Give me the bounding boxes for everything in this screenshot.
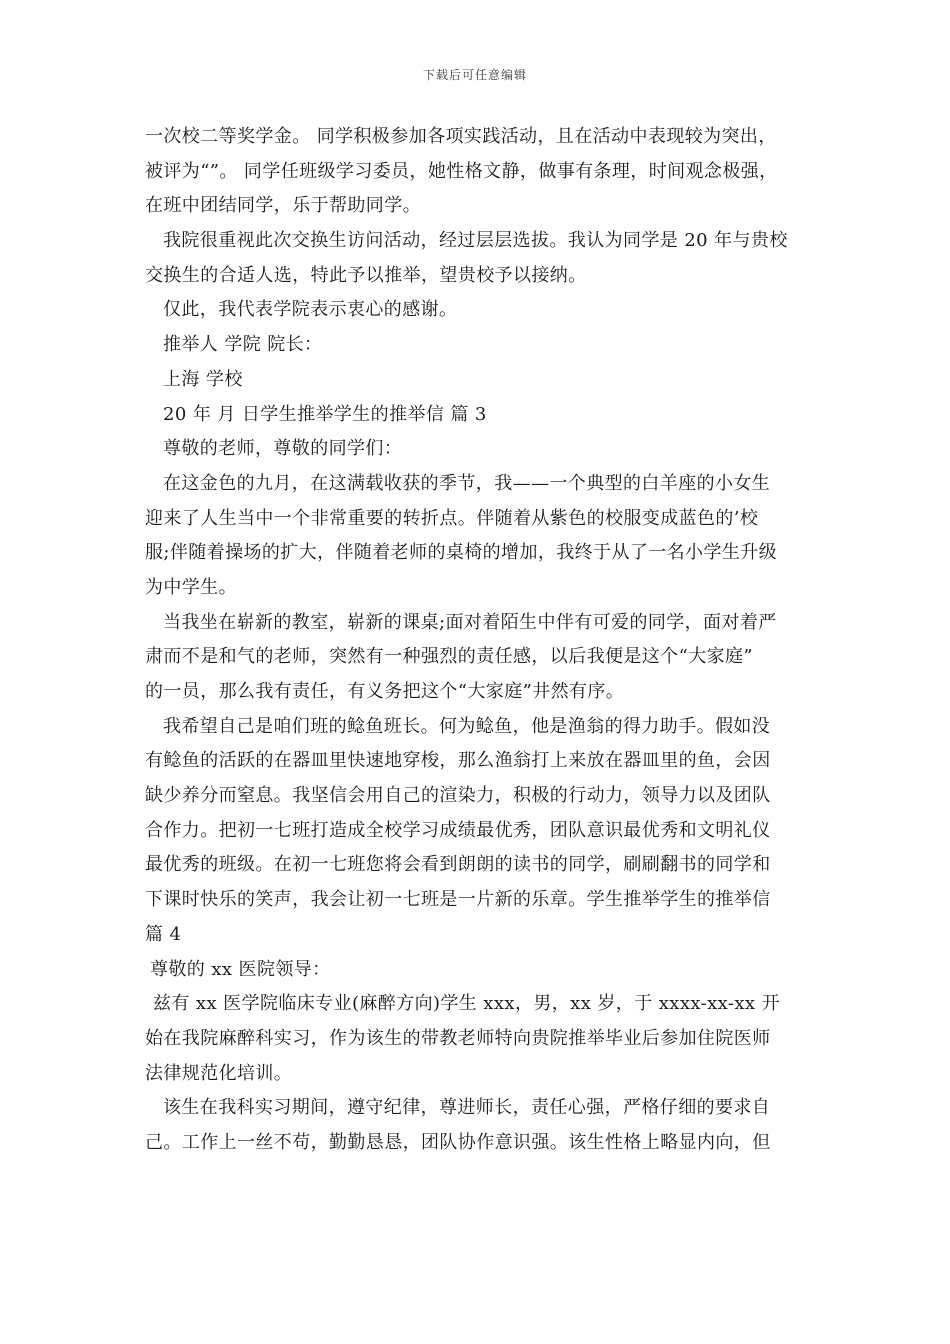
text-line: 我希望自己是咱们班的鲶鱼班长。何为鲶鱼，他是渔翁的得力助手。假如没: [163, 715, 771, 737]
text-line: 合作力。把初一七班打造成全校学习成绩最优秀，团队意识最优秀和文明礼仪: [145, 819, 771, 841]
section-heading: 篇 4: [145, 923, 182, 945]
text-line: 肃而不是和气的老师，突然有一种强烈的责任感，以后我便是这个“大家庭”: [145, 646, 754, 668]
text-line: 该生在我科实习期间，遵守纪律，尊进师长，责任心强，严格仔细的要求自: [163, 1097, 771, 1119]
text-line: 上海 学校: [163, 368, 243, 390]
text-line: 的一员，那么我有责任，有义务把这个“大家庭”井然有序。: [145, 681, 625, 702]
document-body: [145, 120, 820, 1161]
text-line: 被评为“”。 同学任班级学习委员，她性格文静，做事有条理，时间观念极强，: [145, 160, 778, 182]
salutation: 尊敬的老师，尊敬的同学们：: [163, 438, 403, 460]
text-line: 最优秀的班级。在初一七班您将会看到朗朗的读书的同学，刷刷翻书的同学和: [145, 854, 771, 876]
text-line: 为中学生。: [145, 576, 237, 598]
text-line: 法律规范化培训。: [145, 1062, 293, 1084]
page-header: 下载后可任意编辑: [422, 68, 527, 82]
text-line: 仅此，我代表学院表示衷心的感谢。: [163, 299, 458, 321]
text-line: 迎来了人生当中一个非常重要的转折点。伴随着从紫色的校服变成蓝色的’校: [145, 507, 759, 529]
text-line: 服;伴随着操场的扩大，伴随着老师的桌椅的增加，我终于从了一名小学生升级: [145, 542, 778, 564]
section-heading: 20 年 月 日学生推举学生的推举信 篇 3: [163, 403, 487, 425]
text-line: 缺少养分而窒息。我坚信会用自己的渲染力，积极的行动力，领导力以及团队: [145, 785, 771, 807]
text-line: 在班中团结同学，乐于帮助同学。: [145, 195, 421, 217]
text-line: 当我坐在崭新的教室，崭新的课桌;面对着陌生中伴有可爱的同学，面对着严: [163, 611, 777, 633]
text-line: 己。工作上一丝不苟，勤勤恳恳，团队协作意识强。该生性格上略显内向，但: [145, 1131, 771, 1153]
salutation: 尊敬的 xx 医院领导：: [150, 958, 331, 980]
text-line: 交换生的合适人选，特此予以推举，望贵校予以接纳。: [145, 264, 587, 286]
text-line: 有鲶鱼的活跃的在器皿里快速地穿梭，那么渔翁打上来放在器皿里的鱼，会因: [145, 750, 771, 772]
text-line: 我院很重视此次交换生访问活动，经过层层选拔。我认为同学是 20 年与贵校: [163, 230, 788, 252]
text-line: 推举人 学院 院长：: [163, 334, 323, 356]
text-line: 在这金色的九月，在这满载收获的季节，我——一个典型的白羊座的小女生: [163, 472, 771, 494]
text-line: 始在我院麻醉科实习，作为该生的带教老师特向贵院推举毕业后参加住院医师: [145, 1027, 771, 1049]
text-line: 兹有 xx 医学院临床专业(麻醉方向)学生 xxx，男，xx 岁，于 xxxx-xx-xx 开: [153, 993, 780, 1015]
text-line: 下课时快乐的笑声，我会让初一七班是一片新的乐章。学生推举学生的推举信: [145, 889, 771, 911]
text-line: 一次校二等奖学金。 同学积极参加各项实践活动，且在活动中表现较为突出，: [145, 126, 777, 147]
